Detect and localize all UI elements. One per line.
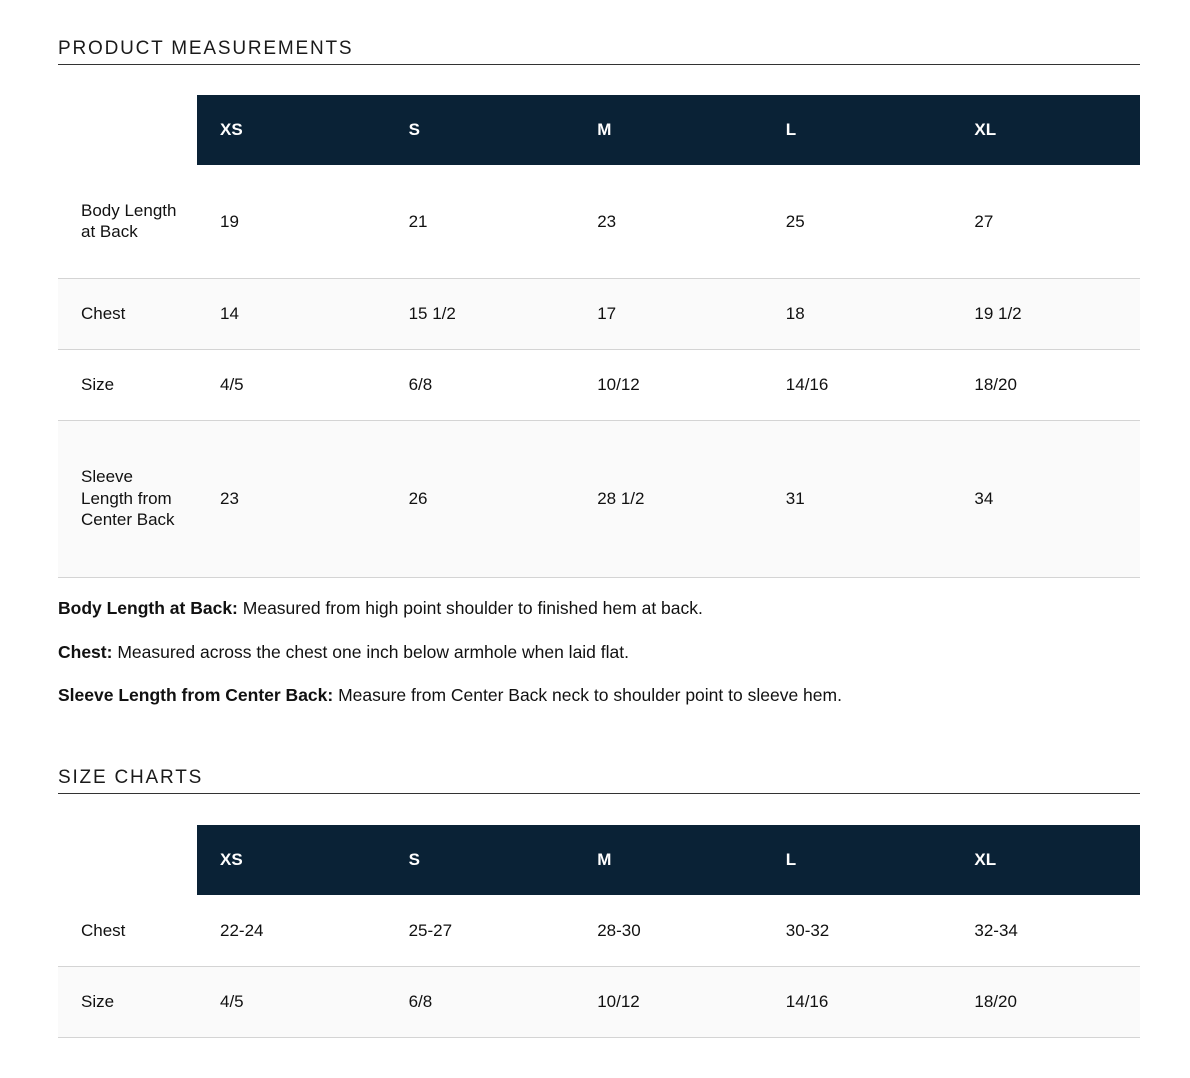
table-cell: 4/5 [197, 349, 386, 420]
note-text: Measured across the chest one inch below armhole when laid flat. [112, 641, 629, 662]
note-sleeve-length [58, 684, 1140, 706]
table-cell: 21 [386, 165, 575, 278]
row-label: Chest [58, 278, 197, 349]
table-cell: 25-27 [386, 895, 575, 966]
table-cell: 14/16 [763, 349, 952, 420]
table-cell: 23 [197, 420, 386, 577]
table-cell: 18 [763, 278, 952, 349]
size-header-s: S [386, 825, 575, 895]
measurement-notes [58, 597, 1140, 728]
row-label: Body Length at Back [58, 165, 197, 278]
note-text: Measure from Center Back neck to shoulder point to sleeve hem. [333, 685, 842, 705]
table-cell: 10/12 [574, 966, 763, 1037]
size-header-xs: XS [197, 95, 386, 165]
table-cell: 19 [197, 165, 386, 278]
table-cell: 26 [386, 420, 575, 577]
row-label: Sleeve Length from Center Back [58, 420, 197, 577]
size-header-m: M [574, 825, 763, 895]
table-cell: 18/20 [951, 966, 1140, 1037]
product-measurements-title: PRODUCT MEASUREMENTS [58, 39, 1140, 65]
table-cell: 28 1/2 [574, 420, 763, 577]
note-term: Body Length at Back: [58, 598, 238, 618]
table-cell: 31 [763, 420, 952, 577]
note-text: Measured from high point shoulder to finished hem at back. [237, 598, 703, 618]
table-cell: 34 [951, 420, 1140, 577]
note-chest [58, 641, 1140, 663]
table-cell: 14 [197, 278, 386, 349]
size-header-s: S [386, 95, 575, 165]
table-row-chest [58, 278, 1140, 349]
table-row-chest [58, 895, 1140, 966]
table-cell: 28-30 [574, 895, 763, 966]
row-label: Size [58, 966, 197, 1037]
product-measurements-table [58, 95, 1140, 578]
table-header-row [58, 95, 1140, 165]
table-row-size [58, 966, 1140, 1037]
size-charts-title: SIZE CHARTS [58, 768, 1140, 794]
size-header-l: L [763, 95, 952, 165]
table-cell: 27 [951, 165, 1140, 278]
table-cell: 22-24 [197, 895, 386, 966]
table-cell: 32-34 [951, 895, 1140, 966]
row-label: Chest [58, 895, 197, 966]
table-cell: 17 [574, 278, 763, 349]
table-row-sleeve-length [58, 420, 1140, 577]
table-cell: 15 1/2 [386, 278, 575, 349]
table-cell: 25 [763, 165, 952, 278]
table-cell: 10/12 [574, 349, 763, 420]
table-header-row [58, 825, 1140, 895]
table-cell: 4/5 [197, 966, 386, 1037]
table-cell: 6/8 [386, 349, 575, 420]
size-charts-table [58, 825, 1140, 1038]
table-cell: 18/20 [951, 349, 1140, 420]
note-body-length [58, 597, 1140, 619]
size-header-l: L [763, 825, 952, 895]
size-header-m: M [574, 95, 763, 165]
table-row-body-length [58, 165, 1140, 278]
table-cell: 14/16 [763, 966, 952, 1037]
size-header-xs: XS [197, 825, 386, 895]
table-row-size [58, 349, 1140, 420]
header-blank-cell [58, 95, 197, 165]
table-cell: 6/8 [386, 966, 575, 1037]
row-label: Size [58, 349, 197, 420]
table-cell: 30-32 [763, 895, 952, 966]
table-cell: 19 1/2 [951, 278, 1140, 349]
header-blank-cell [58, 825, 197, 895]
note-term: Chest: [58, 641, 113, 662]
note-term: Sleeve Length from Center Back: [58, 685, 334, 705]
size-header-xl: XL [951, 95, 1140, 165]
size-header-xl: XL [951, 825, 1140, 895]
table-cell: 23 [574, 165, 763, 278]
